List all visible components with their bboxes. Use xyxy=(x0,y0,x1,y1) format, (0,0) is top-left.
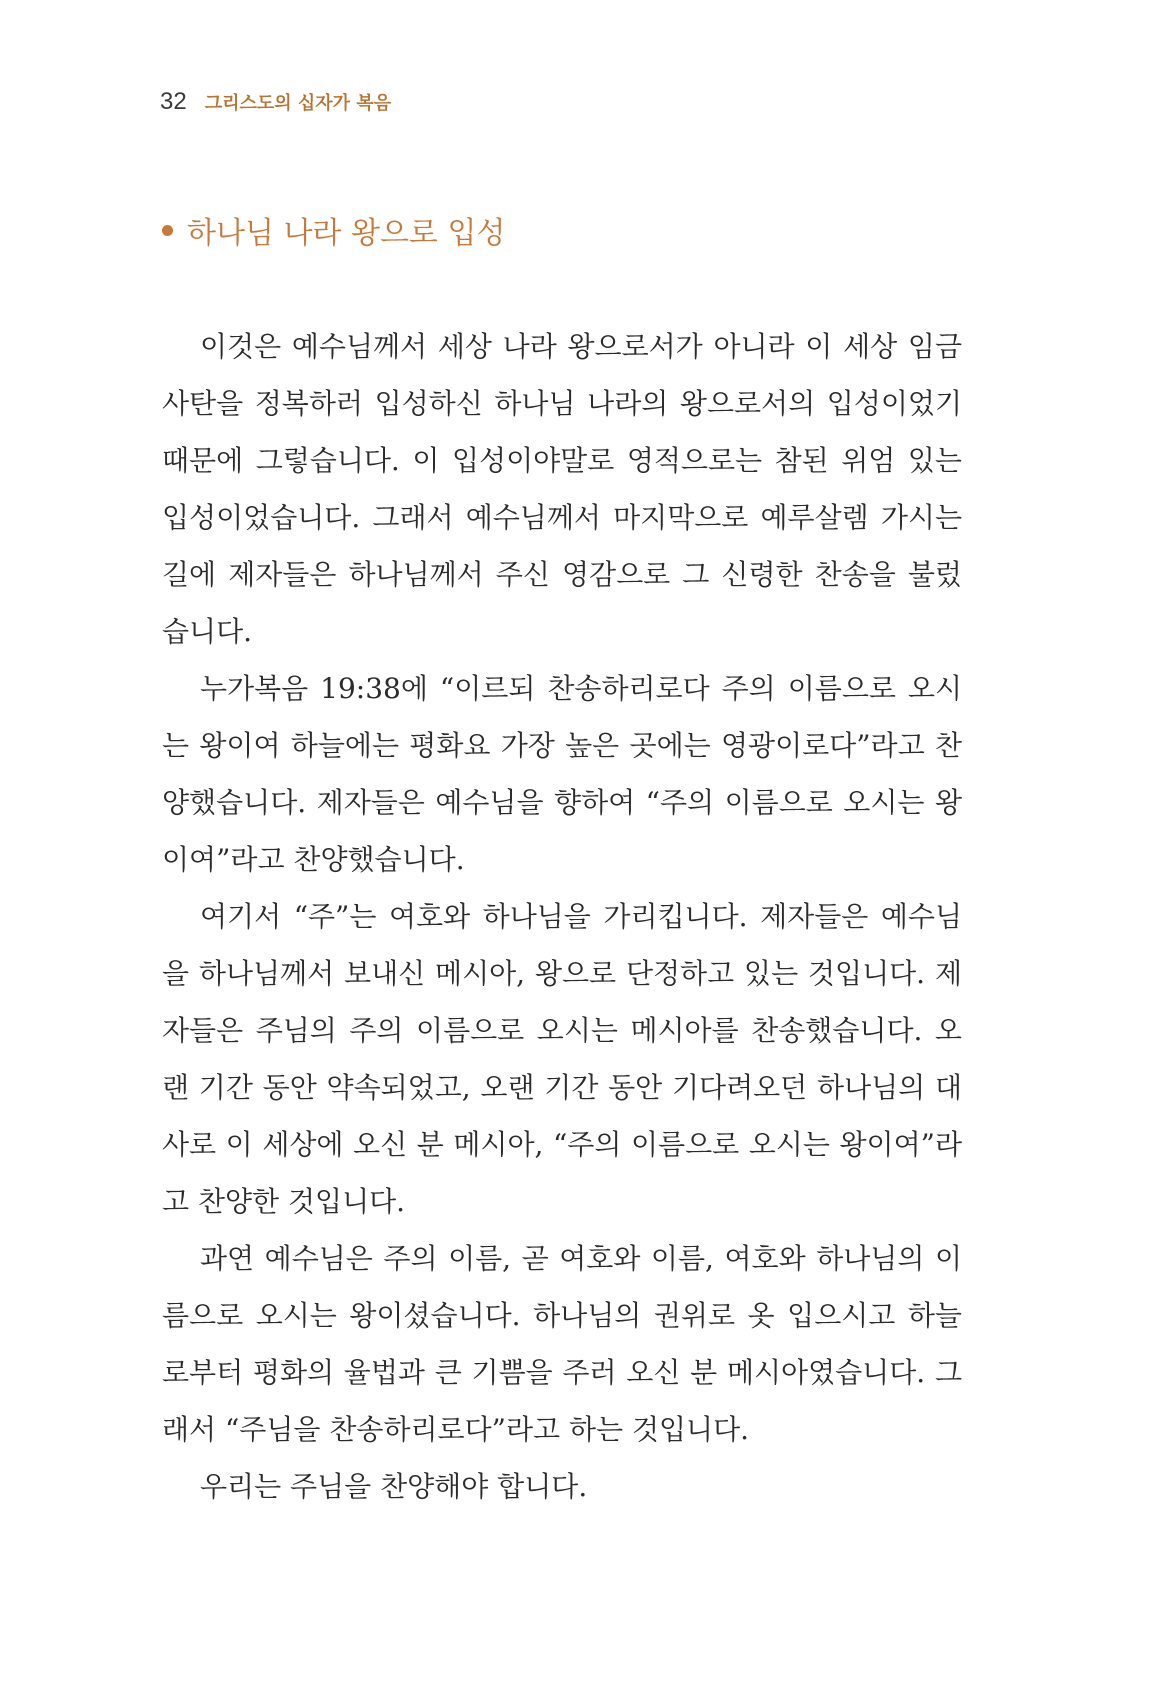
paragraph-5: 우리는 주님을 찬양해야 합니다. xyxy=(200,1470,588,1503)
section-heading-text: 하나님 나라 왕으로 입성 xyxy=(187,216,506,251)
body-text xyxy=(162,318,962,1515)
paragraph-2: 누가복음 19:38에 “이르되 찬송하리로다 주의 이름으로 오시는 왕이여 하늘에는 평화요 가장 높은 곳에는 영광이로다”라고 찬양했습니다. 제자들은 예수님을 향하여 “주의 이름으로 오시는 왕이여”라고 찬양했습니다. xyxy=(162,672,962,876)
paragraph-4: 과연 예수님은 주의 이름, 곧 여호와 이름, 여호와 하나님의 이름으로 오시는 왕이셨습니다. 하나님의 권위로 옷 입으시고 하늘로부터 평화의 율법과 큰 기쁨을 주러 오신 분 메시아였습니다. 그래서 “주님을 찬송하리로다”라고 하는 것입니다. xyxy=(162,1242,962,1446)
page-number: 32 xyxy=(160,88,187,115)
paragraph-3: 여기서 “주”는 여호와 하나님을 가리킵니다. 제자들은 예수님을 하나님께서 보내신 메시아, 왕으로 단정하고 있는 것입니다. 제자들은 주님의 주의 이름으로 오시는 메시아를 찬송했습니다. 오랜 기간 동안 약속되었고, 오랜 기간 동안 기다려오던 하나님의 대사로 이 세상에 오신 분 메시아, “주의 이름으로 오시는 왕이여”라고 찬양한 것입니다. xyxy=(162,900,962,1218)
section-heading xyxy=(162,208,505,252)
paragraph-1: 이것은 예수님께서 세상 나라 왕으로서가 아니라 이 세상 임금 사탄을 정복하러 입성하신 하나님 나라의 왕으로서의 입성이었기 때문에 그렇습니다. 이 입성이야말로 영적으로는 참된 위엄 있는 입성이었습니다. 그래서 예수님께서 마지막으로 예루살렘 가시는 길에 제자들은 하나님께서 주신 영감으로 그 신령한 찬송을 불렀습니다. xyxy=(162,330,962,648)
page-header xyxy=(160,88,391,116)
running-title: 그리스도의 십자가 복음 xyxy=(204,93,392,114)
bullet-dot-icon xyxy=(162,225,173,236)
